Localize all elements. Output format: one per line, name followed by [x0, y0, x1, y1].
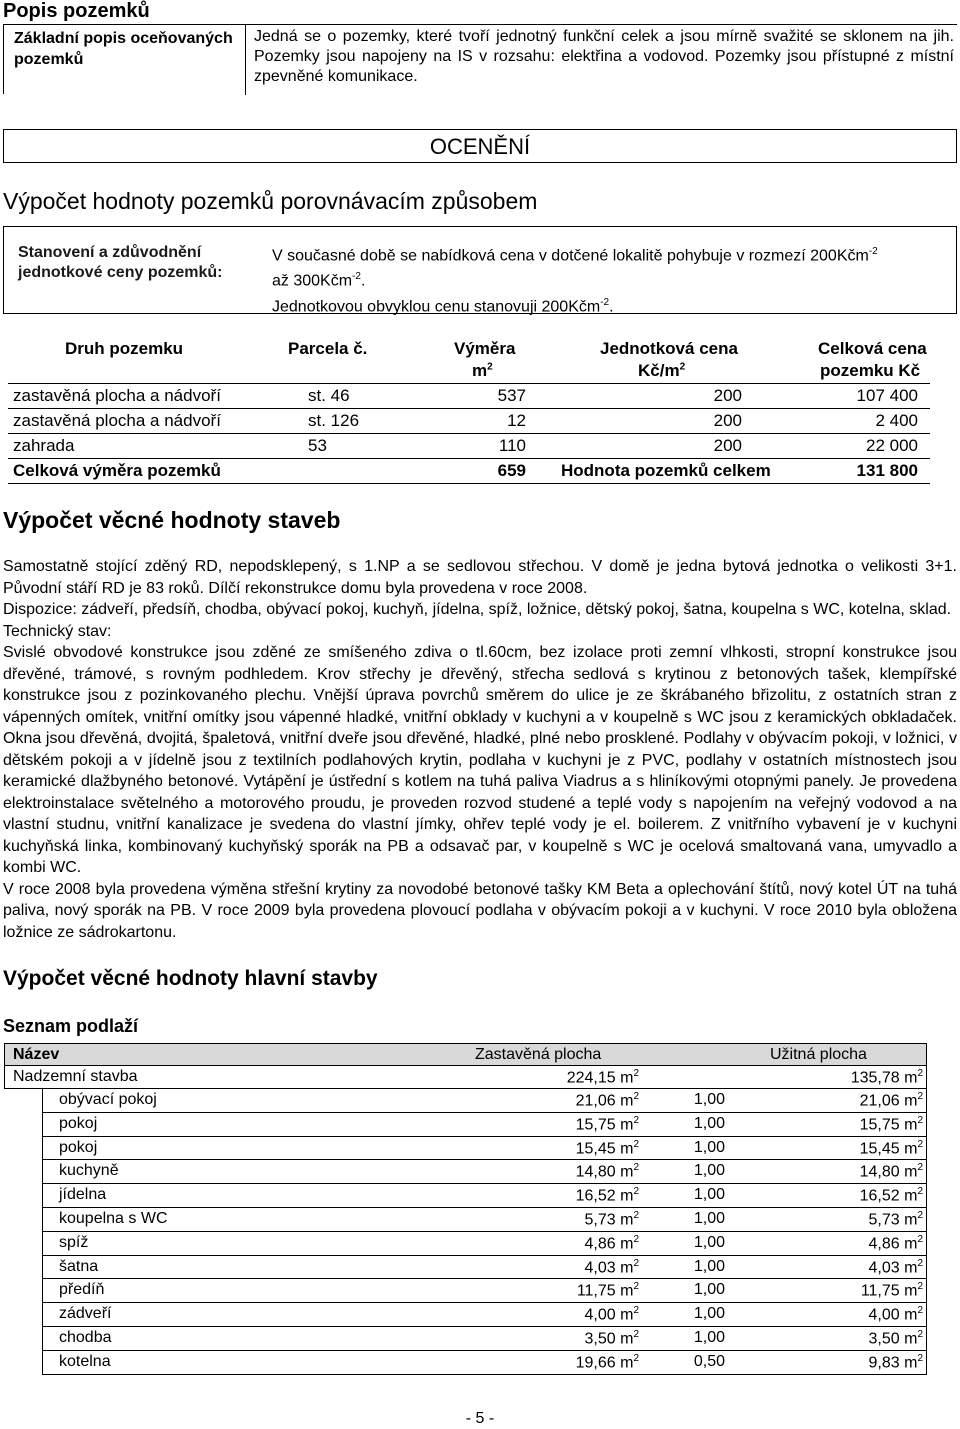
floor-room-row — [42, 1279, 927, 1303]
hdr-vymera-sup: 2 — [487, 361, 493, 373]
main-zast-cell — [567, 1068, 639, 1087]
room-uzit-sup: 2 — [917, 1281, 923, 1293]
floor-table — [4, 1043, 927, 1375]
room-area-cell — [576, 1115, 639, 1134]
main-uzit: 135,78 m — [850, 1069, 918, 1087]
room-uzit: 14,80 m — [859, 1163, 918, 1181]
room-name: pokoj — [59, 1114, 98, 1132]
hdr-vymera: Výměra — [454, 339, 516, 358]
room-uzit: 5,73 m — [868, 1211, 918, 1229]
room-coef: 1,00 — [693, 1281, 725, 1299]
room-uzit: 15,75 m — [859, 1116, 918, 1134]
room-name: spíž — [59, 1233, 89, 1251]
room-area: 21,06 m — [575, 1092, 634, 1110]
land-jc: 200 — [713, 411, 742, 430]
room-area: 14,80 m — [575, 1163, 634, 1181]
hdr-jc-sup: 2 — [679, 361, 686, 373]
room-name: kuchyně — [59, 1162, 119, 1180]
floor-rows — [4, 1089, 927, 1375]
room-area-sup: 2 — [633, 1162, 639, 1174]
room-coef: 1,00 — [693, 1186, 725, 1204]
stanoveni-line1: V současné době se nabídková cena v dotčené lokalitě pohybuje v rozmezí 200Kčm — [272, 247, 869, 265]
room-area-cell — [576, 1091, 639, 1110]
room-area-cell — [576, 1139, 639, 1158]
room-name: pokoj — [59, 1138, 98, 1156]
room-area-cell — [585, 1234, 639, 1253]
floor-room-row — [42, 1303, 927, 1327]
room-uzit-sup: 2 — [917, 1114, 923, 1126]
room-area-sup: 2 — [633, 1328, 639, 1340]
land-parcela: st. 46 — [308, 386, 350, 405]
land-cc: 2 400 — [875, 411, 918, 430]
room-area: 5,73 m — [584, 1211, 634, 1229]
land-jc: 200 — [713, 436, 742, 455]
hdr-vymera-unit-text: m — [472, 361, 488, 380]
floor-room-row — [42, 1232, 927, 1256]
room-area: 19,66 m — [575, 1354, 634, 1372]
floor-room-row — [42, 1351, 927, 1375]
room-area: 4,00 m — [584, 1306, 634, 1324]
room-coef: 1,00 — [693, 1328, 725, 1346]
main-zast-sup: 2 — [633, 1068, 639, 1079]
room-coef: 1,00 — [693, 1138, 725, 1156]
land-druh: zastavěná plocha a nádvoří — [13, 411, 221, 430]
popis-box — [3, 24, 957, 94]
room-coef-cell — [694, 1186, 725, 1204]
room-area-sup: 2 — [633, 1233, 639, 1245]
stanoveni-text — [272, 241, 958, 317]
stavby-p4: Svislé obvodové konstrukce jsou zděné ze smíšeného zdiva o tl.60cm, bez izolace proti zemní vlhkosti, stropní konstrukce jsou dřevěné, trámové, s rovným podhledem. Krov střechy je dřevěný, střecha sedlová s krytinou z betonových tašek, klempířské konstrukce jsou z pozinkovaného plechu. Vnější úprava povrchů směrem do ulice je ze škrábaného břizolitu, z ostatních stran z vápenných omítek, vnitřní omítky jsou vápenné hladké, vnitřní obklady v kuchyni a v koupelně s WC jsou z keramických obkladaček. Okna jsou dřevěná, dvojitá, špaletová, vnitřní dveře jsou dřevěné, hladké, plné nebo prosklené. Podlahy v obývacím pokoji, v ložnici, v dětském pokoji a v jídelně jsou z textilních podlahových krytin, podlaha v kuchyni je z PVC, podlahy v ostatních místnostech jsou keramické dlažbyného betonové. Vytápění je ústřední s kotlem na tuhá paliva Viadrus a s hliníkovými otopnými panely. Je provedena elektroinstalace světelného a motorového proudu, je proveden rozvod studené a teplé vody s napojením na veřejný vodovod a na vlastní studnu, vnitřní kanalizace je svedena do vlastní jímky, ohřev teplé vody je el. boilerem. Z vnitřního vybavení je v kuchyni kuchyňská linka, kombinovaný kuchyňský sporák na PB a odsavač par, v koupelně s WC je ocelová smaltovaná vana, umyvadlo a kombi WC. — [3, 644, 957, 876]
room-area-sup: 2 — [633, 1352, 639, 1364]
room-coef: 1,00 — [693, 1162, 725, 1180]
room-area-sup: 2 — [633, 1114, 639, 1126]
room-area-cell — [576, 1162, 639, 1181]
stavby-p3: Technický stav: — [3, 622, 112, 640]
room-name: obývací pokoj — [59, 1091, 157, 1108]
room-coef: 1,00 — [693, 1209, 725, 1227]
room-uzit-sup: 2 — [917, 1162, 923, 1174]
hdr-jc-unit — [638, 361, 685, 381]
room-coef-cell — [694, 1210, 725, 1228]
land-cc: 22 000 — [866, 436, 918, 455]
stanoveni-box — [3, 226, 957, 314]
floor-room-row — [42, 1113, 927, 1137]
stanoveni-line1-sup: -2 — [868, 246, 878, 257]
room-area: 4,86 m — [584, 1235, 634, 1253]
stanoveni-line2-sup: -2 — [352, 271, 361, 283]
land-table — [8, 337, 930, 484]
hdr-parcela: Parcela č. — [288, 339, 368, 358]
room-coef-cell — [694, 1305, 725, 1323]
main-uzit-sup: 2 — [917, 1068, 923, 1079]
room-uzit-cell — [869, 1258, 923, 1277]
room-uzit-sup: 2 — [917, 1257, 923, 1269]
floor-room-row — [42, 1256, 927, 1280]
room-area-sup: 2 — [633, 1281, 639, 1293]
podlazi-heading: Seznam podlaží — [3, 1016, 139, 1036]
popis-heading: Popis pozemků — [3, 0, 150, 22]
floor-room-row — [42, 1184, 927, 1208]
stanoveni-line3: Jednotkovou obvyklou cenu stanovuji 200Kčm — [272, 297, 601, 315]
room-uzit: 15,45 m — [859, 1139, 918, 1157]
room-area-cell — [585, 1305, 639, 1324]
land-cc: 107 400 — [856, 386, 918, 405]
main-uzit-cell — [851, 1068, 923, 1087]
room-area-cell — [577, 1281, 639, 1300]
room-name: zádveří — [59, 1305, 112, 1323]
floor-table-header — [4, 1043, 927, 1066]
room-area-sup: 2 — [633, 1209, 639, 1221]
room-area-cell — [576, 1186, 639, 1205]
hdr-druh: Druh pozemku — [65, 339, 184, 358]
hdr-cc: Celková cena — [818, 339, 927, 358]
porovnavaci-heading: Výpočet hodnoty pozemků porovnávacím způsobem — [3, 188, 538, 214]
page-number: - 5 - — [465, 1410, 495, 1427]
room-area-cell — [585, 1210, 639, 1229]
main-zast: 224,15 m — [566, 1069, 634, 1087]
room-uzit-sup: 2 — [917, 1209, 923, 1221]
room-uzit-cell — [860, 1091, 923, 1110]
room-coef-cell — [694, 1115, 725, 1133]
total-hodnota-label: Hodnota pozemků celkem — [561, 461, 771, 480]
oceneni-banner: OCENĚNÍ — [3, 129, 957, 163]
stanoveni-line3-end: . — [609, 297, 614, 315]
room-uzit: 21,06 m — [859, 1092, 918, 1110]
stavby-p2: Dispozice: zádveří, předsíň, chodba, obývací pokoj, kuchyň, jídelna, spíž, ložnice, dětský pokoj, šatna, koupelna s WC, kotelna, sklad. — [3, 601, 952, 618]
room-uzit: 4,03 m — [868, 1258, 918, 1276]
room-uzit-sup: 2 — [917, 1138, 923, 1150]
room-name: chodba — [59, 1328, 112, 1346]
room-uzit: 4,86 m — [868, 1235, 918, 1253]
room-name: koupelna s WC — [59, 1209, 168, 1227]
room-area-cell — [585, 1329, 639, 1348]
stavby-p1: Samostatně stojící zděný RD, nepodsklepený, s 1.NP a se sedlovou střechou. V domě je jedna bytová jednotka o velikosti 3+1. Původní stáří RD je 83 roků. Dílčí rekonstrukce domu byla provedena v roce 2008. — [3, 558, 957, 597]
room-uzit: 11,75 m — [860, 1282, 918, 1300]
land-parcela: 53 — [308, 436, 327, 455]
room-name: předíň — [59, 1281, 105, 1299]
room-uzit-sup: 2 — [917, 1233, 923, 1245]
room-area: 4,03 m — [584, 1258, 634, 1276]
room-coef: 1,00 — [693, 1305, 725, 1323]
room-name: kotelna — [59, 1352, 111, 1370]
room-uzit-sup: 2 — [917, 1328, 923, 1340]
popis-label: Základní popis oceňovaných pozemků — [4, 25, 246, 95]
hdr-nazev: Název — [13, 1046, 60, 1063]
room-uzit-sup: 2 — [917, 1352, 923, 1364]
main-name: Nadzemní stavba — [13, 1068, 138, 1085]
room-uzit: 4,00 m — [868, 1306, 918, 1324]
hdr-jc: Jednotková cena — [600, 339, 738, 358]
room-area-sup: 2 — [633, 1091, 639, 1102]
room-coef: 0,50 — [693, 1352, 725, 1370]
hdr-cc2: pozemku Kč — [820, 361, 921, 380]
room-coef-cell — [694, 1234, 725, 1252]
room-coef-cell — [694, 1162, 725, 1180]
room-uzit-cell — [860, 1115, 923, 1134]
hdr-vymera-unit — [472, 361, 493, 381]
room-coef-cell — [694, 1258, 725, 1276]
land-row — [8, 408, 930, 433]
land-rows — [8, 383, 930, 458]
land-parcela: st. 126 — [308, 411, 360, 430]
hdr-uzit: Užitná plocha — [770, 1046, 867, 1063]
room-name: šatna — [59, 1257, 99, 1275]
room-uzit-cell — [869, 1305, 923, 1324]
room-uzit-cell — [869, 1210, 923, 1229]
stavby-p5: V roce 2008 byla provedena výměna střešní krytiny za novodobé betonové tašky KM Beta a oplechování štítů, nový kotel ÚT na tuhá paliva, nový sporák na PB. V roce 2009 byla provedena plovoucí podlaha v obývacím pokoji a v kuchyni. V roce 2010 byla obložena ložnice ze sádrokartonu. — [3, 880, 957, 941]
room-coef: 1,00 — [693, 1114, 725, 1132]
room-area-sup: 2 — [633, 1138, 639, 1150]
stavby-heading: Výpočet věcné hodnoty staveb — [3, 507, 341, 533]
room-uzit-cell — [860, 1162, 923, 1181]
total-label: Celková výměra pozemků — [13, 461, 221, 480]
stanoveni-line2: až 300Kčm — [272, 272, 353, 290]
land-row — [8, 383, 930, 408]
room-area-cell — [585, 1258, 639, 1277]
room-coef-cell — [694, 1139, 725, 1157]
room-area: 11,75 m — [576, 1282, 634, 1300]
room-area-sup: 2 — [633, 1305, 639, 1317]
floor-room-row — [42, 1208, 927, 1232]
land-total-row — [8, 458, 930, 484]
floor-main-row — [4, 1066, 927, 1089]
room-coef-cell — [694, 1091, 725, 1109]
land-druh: zahrada — [13, 436, 75, 455]
room-uzit-sup: 2 — [917, 1091, 923, 1102]
room-area: 15,45 m — [575, 1139, 634, 1157]
total-value: 131 800 — [856, 461, 918, 480]
total-vymera: 659 — [497, 461, 526, 480]
room-uzit-cell — [869, 1329, 923, 1348]
land-vymera: 537 — [497, 386, 526, 405]
land-vymera: 12 — [507, 411, 526, 430]
room-uzit-cell — [861, 1281, 923, 1300]
room-uzit-cell — [869, 1234, 923, 1253]
stavby-text — [3, 556, 957, 943]
room-uzit-sup: 2 — [917, 1186, 923, 1198]
stanoveni-label: Stanovení a zdůvodnění jednotkové ceny pozemků: — [18, 244, 223, 281]
room-uzit-cell — [869, 1353, 923, 1372]
room-area-cell — [576, 1353, 639, 1372]
room-uzit-cell — [860, 1186, 923, 1205]
hdr-zast: Zastavěná plocha — [475, 1046, 602, 1063]
room-area: 16,52 m — [575, 1187, 634, 1205]
room-coef: 1,00 — [693, 1257, 725, 1275]
room-area-sup: 2 — [633, 1186, 639, 1198]
land-druh: zastavěná plocha a nádvoří — [13, 386, 221, 405]
room-area-sup: 2 — [633, 1257, 639, 1269]
room-area: 3,50 m — [584, 1330, 634, 1348]
floor-room-row — [42, 1089, 927, 1113]
room-coef: 1,00 — [693, 1091, 725, 1108]
land-vymera: 110 — [498, 436, 526, 455]
room-uzit-sup: 2 — [917, 1305, 923, 1317]
room-uzit: 9,83 m — [868, 1354, 918, 1372]
land-jc: 200 — [713, 386, 742, 405]
popis-text: Jedná se o pozemky, které tvoří jednotný funkční celek a jsou mírně svažité se sklonem na jih. Pozemky jsou napojeny na IS v rozsahu: elektřina a vodovod. Pozemky jsou přístupné z místní zpevněné komunikace. — [254, 28, 954, 85]
floor-room-row — [42, 1137, 927, 1161]
land-row — [8, 433, 930, 458]
floor-room-row — [42, 1327, 927, 1351]
room-area: 15,75 m — [575, 1116, 634, 1134]
land-table-header — [8, 337, 930, 383]
floor-room-row — [42, 1160, 927, 1184]
room-coef: 1,00 — [693, 1233, 725, 1251]
room-uzit: 3,50 m — [868, 1330, 918, 1348]
room-uzit-cell — [860, 1139, 923, 1158]
room-coef-cell — [694, 1329, 725, 1347]
stanoveni-line3-sup: -2 — [600, 296, 610, 308]
room-uzit: 16,52 m — [859, 1187, 918, 1205]
room-coef-cell — [694, 1353, 725, 1371]
room-coef-cell — [694, 1281, 725, 1299]
stanoveni-line2-end: . — [360, 272, 366, 290]
hlavni-heading: Výpočet věcné hodnoty hlavní stavby — [3, 967, 378, 990]
room-name: jídelna — [59, 1186, 107, 1204]
hdr-jc-unit-text: Kč/m — [638, 361, 680, 380]
